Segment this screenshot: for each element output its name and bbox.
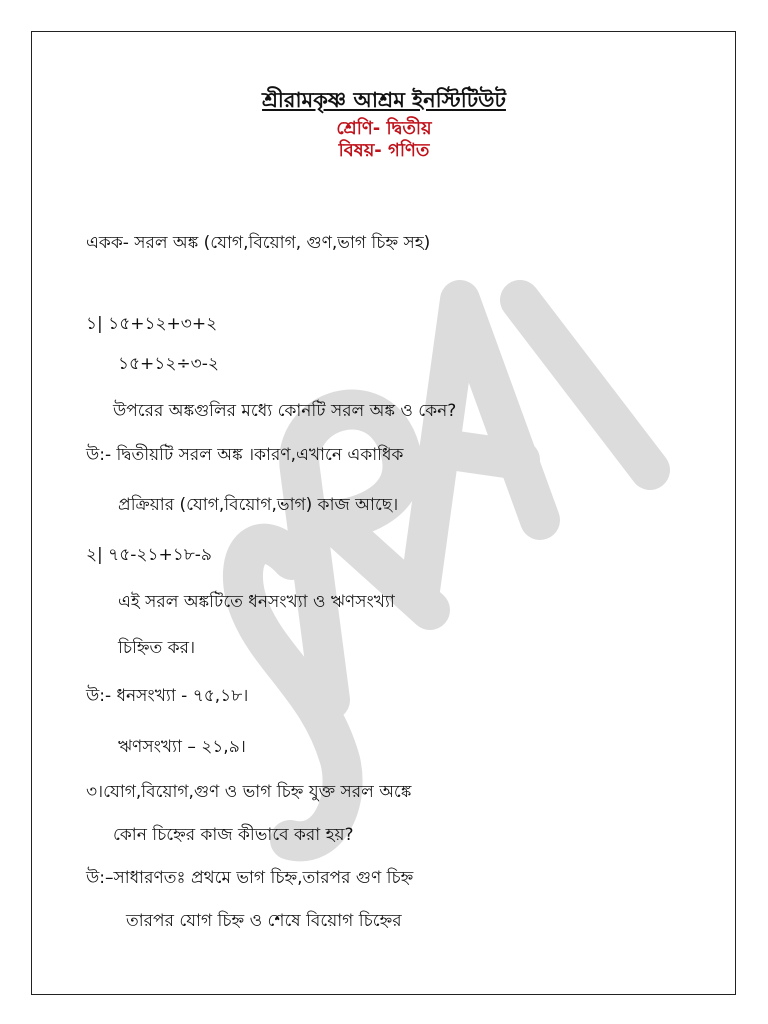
answer-2-line-2: ঋণসংখ্যা – ২১,৯। <box>118 737 246 757</box>
unit-line: একক- সরল অঙ্ক (যোগ,বিয়োগ, গুণ,ভাগ চিহ্ন সহ) <box>86 233 431 253</box>
answer-3-line-2: তারপর যোগ চিহ্ন ও শেষে বিয়োগ চিহ্নের <box>126 911 402 931</box>
question-1-prompt: উপরের অঙ্কগুলির মধ্যে কোনটি সরল অঙ্ক ও কেন? <box>113 401 457 421</box>
answer-1-line-2: প্রক্রিয়ার (যোগ,বিয়োগ,ভাগ) কাজ আছে। <box>118 495 399 515</box>
answer-3-line-1: উ:–সাধারণতঃ প্রথমে ভাগ চিহ্ন,তারপর গুণ চিহ্ন <box>86 868 414 888</box>
question-2-prompt-2: চিহ্নিত কর। <box>118 638 196 658</box>
question-1-line: ১| ১৫+১২+৩+২ <box>86 314 218 334</box>
school-title: শ্রীরামকৃষ্ণ আশ্রম ইনস্টিটিউট <box>262 88 506 112</box>
question-1-expression-2: ১৫+১২÷৩-২ <box>118 354 219 374</box>
answer-1-line-1: উ:- দ্বিতীয়টি সরল অঙ্ক ।কারণ,এখানে একাধিক <box>86 445 404 465</box>
answer-2-line-1: উ:- ধনসংখ্যা - ৭৫,১৮। <box>86 686 249 706</box>
question-3-line-1: ৩।যোগ,বিয়োগ,গুণ ও ভাগ চিহ্ন যুক্ত সরল অঙ্কে <box>86 782 412 802</box>
question-3-line-2: কোন চিহ্নের কাজ কীভাবে করা হয়? <box>113 825 354 845</box>
subject-label: বিষয়- গণিত <box>338 140 430 161</box>
question-2-prompt-1: এই সরল অঙ্কটিতে ধনসংখ্যা ও ঋণসংখ্যা <box>118 592 395 612</box>
question-2-line: ২| ৭৫-২১+১৮-৯ <box>86 545 212 565</box>
class-label: শ্রেণি- দ্বিতীয় <box>336 118 432 139</box>
